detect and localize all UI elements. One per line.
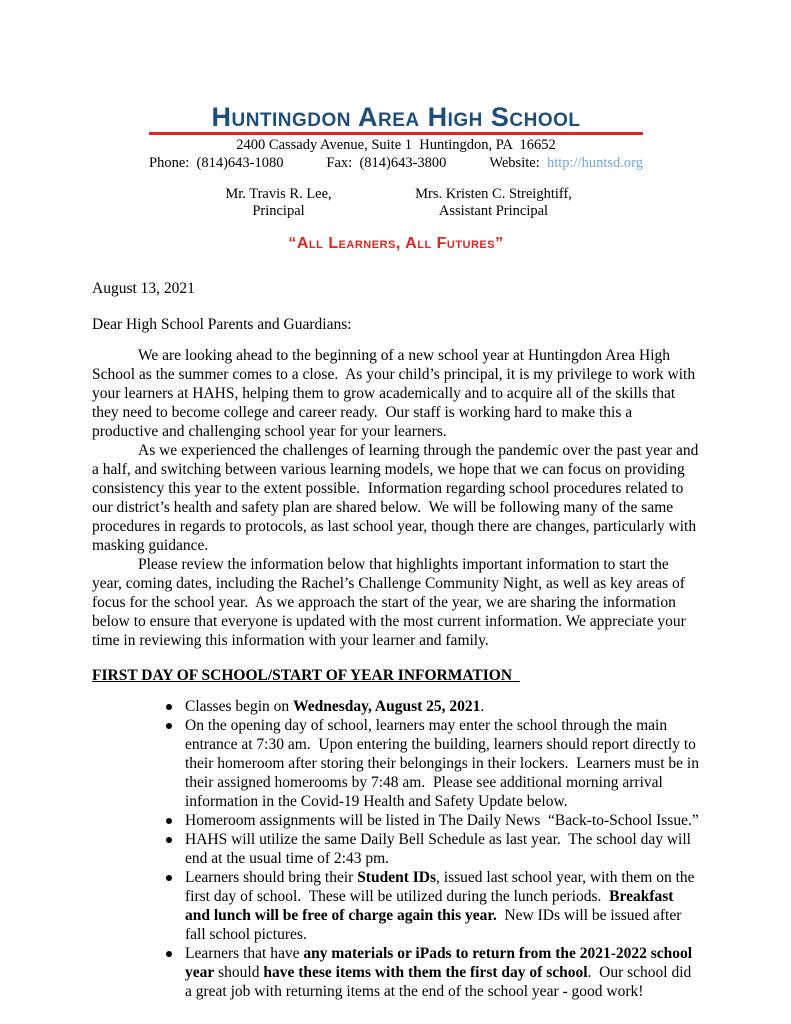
contact-line <box>149 155 643 172</box>
letter-paragraphs <box>92 346 703 650</box>
letterhead <box>149 104 643 253</box>
salutation: Dear High School Parents and Guardians: <box>92 316 352 333</box>
principal-name: Mr. Travis R. Lee, <box>225 186 332 202</box>
section-heading: FIRST DAY OF SCHOOL/START OF YEAR INFORMATION <box>92 667 513 684</box>
text-run: New IDs will be issued after fall school pictures. <box>185 907 686 943</box>
text-run: Learners should bring their <box>185 869 358 886</box>
text-run-bold: Breakfast and lunch will be free of charge again this year. <box>185 888 678 924</box>
bullet-item <box>92 944 700 1001</box>
principal-title: Principal <box>252 202 305 219</box>
text-run: HAHS will utilize the same Daily Bell Schedule as last year. The school day will end at the usual time of 2:43 pm. <box>185 831 695 867</box>
bullet-dot-icon <box>166 818 172 824</box>
text-run: should <box>214 964 264 981</box>
website-link[interactable]: http://huntsd.org <box>546 155 643 171</box>
phone-number: Phone: (814)643-1080 <box>149 155 284 171</box>
bullet-text <box>185 698 484 715</box>
letter-body <box>92 279 703 1001</box>
bullet-text <box>185 812 699 829</box>
bullet-text <box>185 869 698 943</box>
text-run: We are looking ahead to the beginning of a new school year at Huntingdon Area High School as the summer comes to a close. As your child’s principal, it is my privilege to work with your learners at HAHS, helping them to grow academically and to acquire all of the skills that they need to become college and career ready. Our staff is working hard to make this a productive and challenging school year for your learners. <box>92 347 699 440</box>
text-run-bold: Student IDs <box>357 869 437 886</box>
principals-block <box>171 186 601 219</box>
school-name: Huntingdon Area High School <box>211 102 581 132</box>
bullet-list <box>92 697 703 1001</box>
assistant-principal-block <box>386 186 601 219</box>
bullet-text <box>185 717 703 810</box>
school-motto: “All Learners, All Futures” <box>288 235 504 252</box>
bullet-item <box>92 697 700 716</box>
text-run: Homeroom assignments will be listed in The Daily News “Back-to-School Issue.” <box>185 812 699 829</box>
bullet-dot-icon <box>166 875 172 881</box>
bullet-item <box>92 868 700 944</box>
text-run: As we experienced the challenges of learning through the pandemic over the past year and a half, and switching between various learning models, we hope that we can focus on providing consistency this year to the extent possible. Information regarding school procedures related to our district’s health and safety plan are shared below. We will be following many of the same procedures in regards to protocols, as last school year, though there are changes, particularly with masking guidance. <box>92 442 703 554</box>
text-run: . <box>480 698 485 715</box>
text-run: On the opening day of school, learners may enter the school through the main entrance at 7:30 am. Upon entering the building, learners should report directly to their homeroom after storing their belongings in their lockers. Learners must be in their assigned homerooms by 7:48 am. Please see additional morning arrival information in the Covid-19 Health and Safety Update below. <box>185 717 703 810</box>
text-run: Classes begin on <box>185 698 294 715</box>
assistant-principal-name: Mrs. Kristen C. Streightiff, <box>415 186 572 202</box>
school-address: 2400 Cassady Avenue, Suite 1 Huntingdon, PA 16652 <box>236 137 556 153</box>
text-run: Please review the information below that highlights important information to start the year, coming dates, including the Rachel’s Challenge Community Night, as well as key areas of focus for the school year. As we approach the start of the year, we are sharing the information below to ensure that everyone is updated with the most current information. We appreciate your time in reviewing this information with your learner and family. <box>92 556 690 649</box>
header-divider-rule <box>149 132 643 135</box>
bullet-item <box>92 716 703 811</box>
bullet-item <box>92 830 700 868</box>
letter-paragraph <box>92 555 700 650</box>
fax-number: Fax: (814)643-3800 <box>326 155 447 171</box>
text-run-bold: have these items with them the first day of school <box>263 964 588 981</box>
bullet-dot-icon <box>166 704 172 710</box>
assistant-principal-title: Assistant Principal <box>438 202 549 219</box>
bullet-item <box>92 811 700 830</box>
text-run: . Our school did a great job with returning items at the end of the school year - good work! <box>185 964 696 1000</box>
text-run-bold: any materials or iPads to return from the 2021-2022 school year <box>185 945 696 981</box>
text-run-bold: Wednesday, August 25, 2021 <box>293 698 481 715</box>
website-label: Website: <box>489 155 547 171</box>
bullet-dot-icon <box>166 951 172 957</box>
website-entry <box>489 155 643 172</box>
bullet-dot-icon <box>166 837 172 843</box>
bullet-text <box>185 945 696 1000</box>
letter-date: August 13, 2021 <box>92 280 195 297</box>
bullet-dot-icon <box>166 723 172 729</box>
bullet-text <box>185 831 695 867</box>
principal-block <box>171 186 386 219</box>
letter-paragraph <box>92 441 703 555</box>
letter-paragraph <box>92 346 700 441</box>
text-run: Learners that have <box>185 945 304 962</box>
text-run: , issued last school year, with them on the first day of school. These will be utilized during the lunch periods. <box>185 869 699 905</box>
